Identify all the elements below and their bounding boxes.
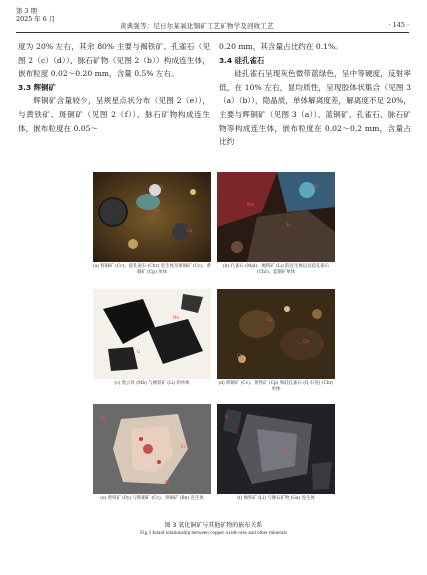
panel-caption: (a) 辉铜矿 (Cc)、硅孔雀石 (Chr) 连生体及斑铜矿 (Cc)、黄铜矿 (Cp) 单体 (93, 264, 211, 275)
mineral-label: Cc (267, 317, 272, 322)
mineral-label: Li (137, 349, 141, 354)
header-rule (16, 32, 409, 33)
micrograph-c (93, 289, 211, 379)
issue-date: 2025 年 6 月 (16, 15, 56, 23)
micrograph-a (93, 172, 211, 262)
mineral-label: Chr (312, 184, 319, 189)
mineral-label: Bn (165, 480, 171, 485)
panel-caption: (c) 黑云母 (Mb) 与褐铁矿 (Li) 的单体 (114, 381, 190, 386)
figure-caption-en: Fig.3 Inlaid relationship between copper oxide ores and other minerals (140, 530, 287, 536)
micrograph-f (217, 404, 335, 494)
mineral-label: Mal (247, 202, 255, 207)
panel-caption: (f) 褐铁矿 (Li) 与脉石矿物 (Ga) 连生体 (237, 496, 315, 501)
panel-caption: (b) 孔雀石 (Mal)、褐铁矿 (Li) 的连生体以及硅孔雀石 (Chr)、蓝铜矿单体 (222, 264, 330, 275)
mineral-label: Chr (303, 339, 310, 344)
mineral-label: Chr (153, 208, 160, 213)
left-column (18, 40, 210, 135)
paragraph: 度为 20% 左右，其余 80% 主要与褐铁矿、孔雀石（见图 2（c）（d））、脉石矿物（见图 2（b））构成连生体，嵌布粒度 0.02～0.20 mm，含量 0.5% 左右。 (18, 42, 210, 79)
section-heading-3-3: 3.3 辉铜矿 (18, 82, 56, 92)
page-number: · 145 · (388, 21, 409, 29)
right-column (219, 40, 411, 149)
section-heading-3-4: 3.4 硅孔雀石 (219, 55, 265, 65)
panel-caption: (d) 辉铜矿 (Cc)、黄铁矿 (Cp) 和硅孔雀石 (Q 石英) (Chr) 单体 (218, 381, 334, 392)
panel-caption: (e) 黄铁矿 (Py) 与辉铜矿 (Cc)、斑铜矿 (Bn) 连生体 (100, 496, 204, 501)
mineral-label: Cp (237, 353, 243, 358)
issue-number: 第 3 期 (16, 7, 37, 15)
paragraph: 0.20 mm，其含量占比约在 0.1%。 (219, 42, 343, 51)
mineral-label: Li (225, 414, 229, 419)
mineral-label: Cp (187, 228, 193, 233)
paragraph: 辉铜矿含量较少，呈规星点状分布（见图 2（e）），与黄铁矿、斑铜矿（见图 2（f））、脉石矿物构成连生体，嵌布粒度在 0.05～ (18, 96, 210, 133)
figure-caption-cn: 图 3 氧化铜矿与其他矿物的嵌布关系 (164, 522, 263, 529)
mineral-label: Ga (281, 450, 287, 455)
micrograph-d (217, 289, 335, 379)
mineral-label: Py (101, 416, 106, 421)
mineral-label: Mb (173, 315, 179, 320)
running-title: 黄典强等：尼日尔某氧化铜矿工艺矿物学及回收工艺 (120, 22, 274, 30)
mineral-label: Cc (159, 184, 164, 189)
micrograph-e (93, 404, 211, 494)
paragraph: 硅孔雀石呈现灰色微带蓝绿色，呈中等硬度，反射率低，在 10% 左右，显均质性，呈现胶体状集合（见图 3（a）（b）），隐晶质，单体解离度差，解离度不足 20%，主要与辉铜矿（见图 3（a））、蓝铜矿、孔雀石、脉石矿物等构成连生体，嵌布粒度在 0.02～0.2 mm，含量占比约 (219, 69, 411, 147)
mineral-label: Li (287, 222, 291, 227)
mineral-label: Cc (181, 444, 186, 449)
journal-issue (16, 7, 55, 23)
